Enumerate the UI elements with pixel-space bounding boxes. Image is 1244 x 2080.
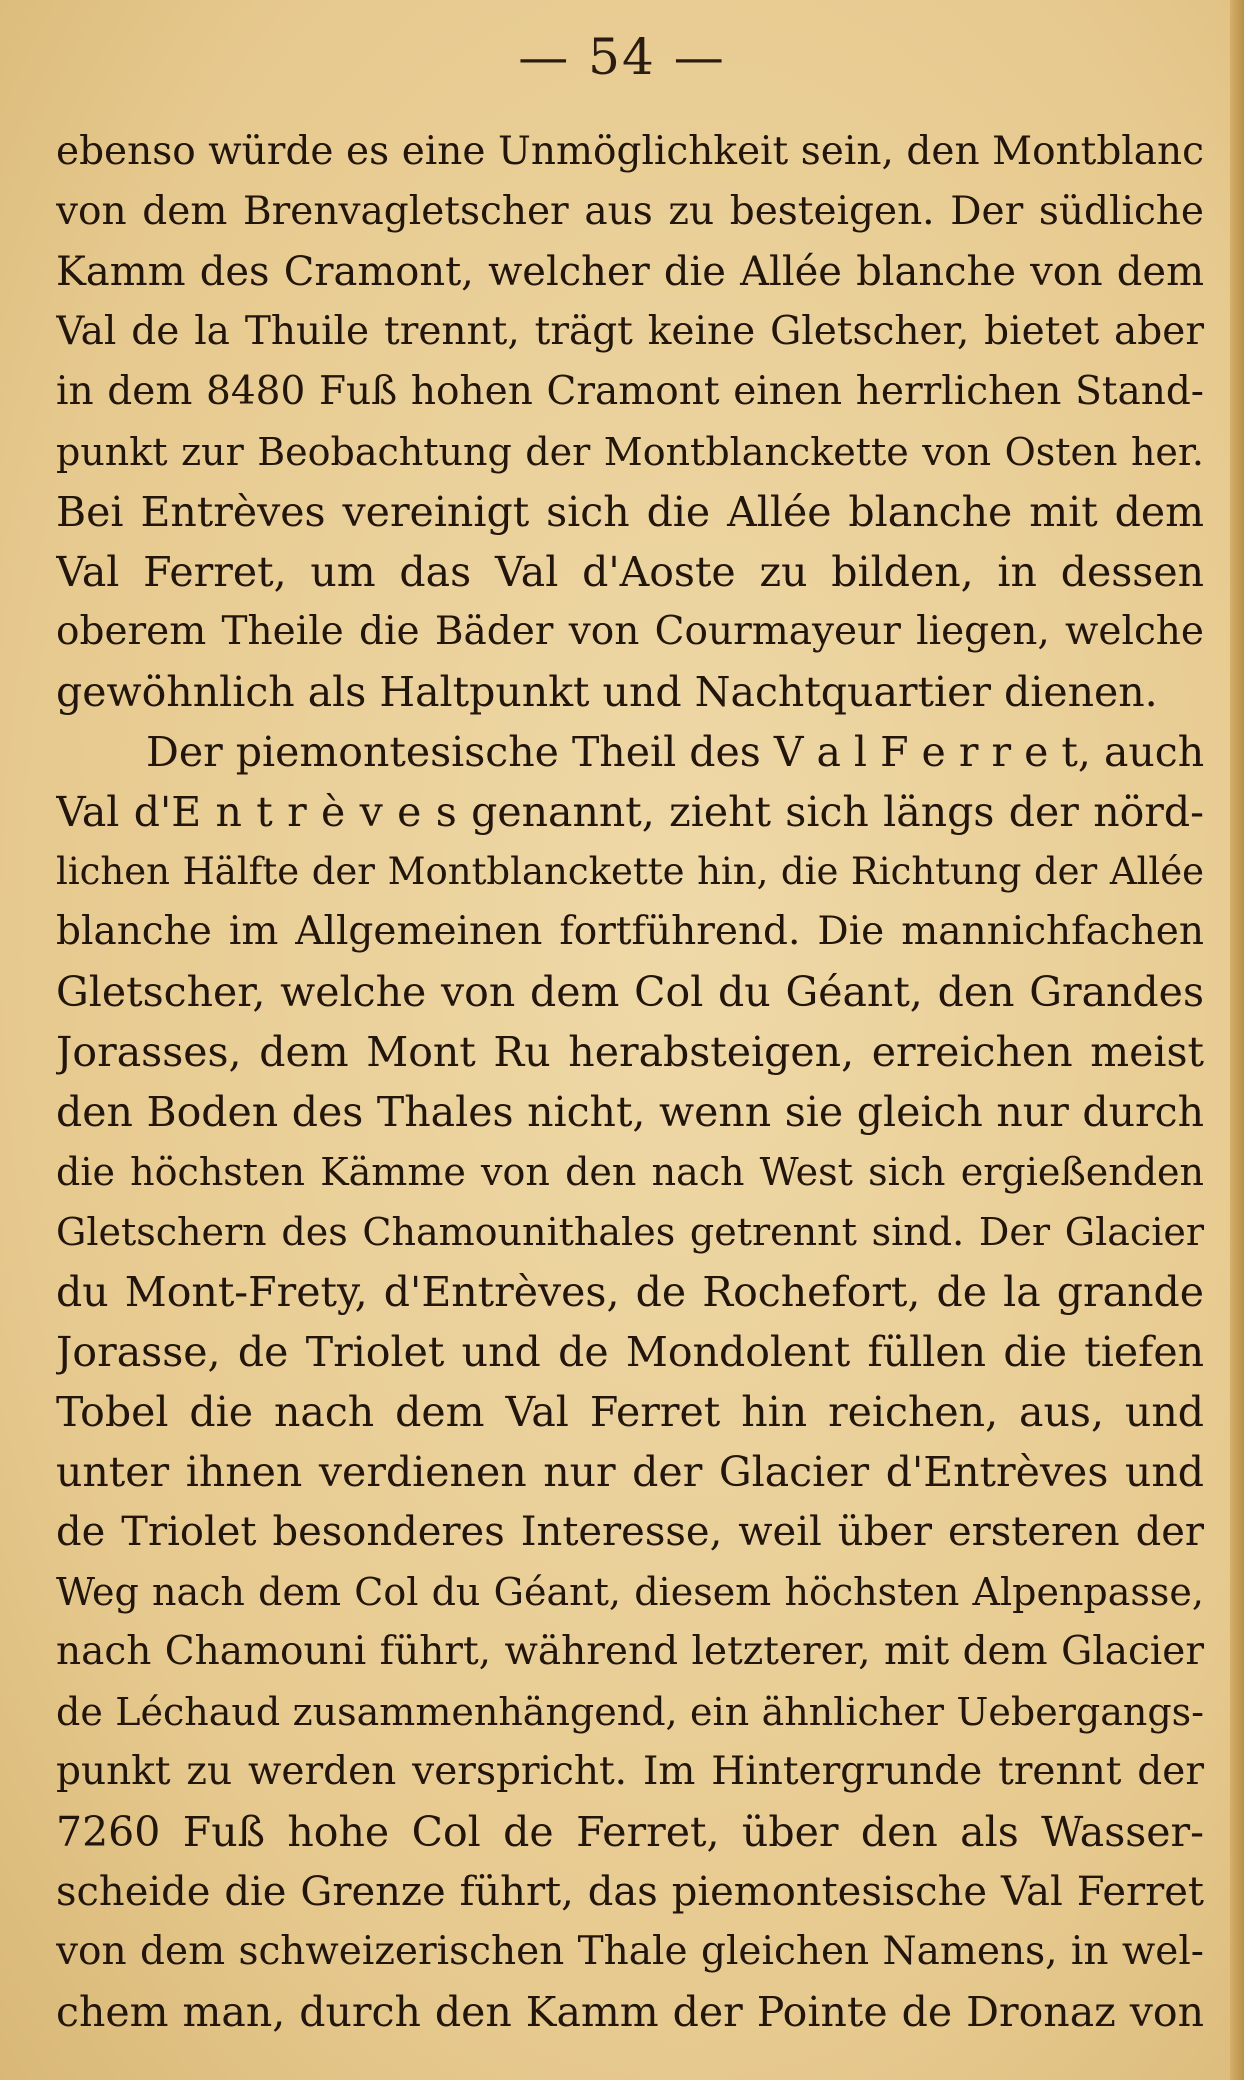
text-line: Gletschern des Chamounithales getrennt sind. Der Glacier	[56, 1210, 1204, 1254]
text-line: ebenso würde es eine Unmöglichkeit sein, den Montblanc	[56, 129, 1204, 174]
text-line: lichen Hälfte der Montblanckette hin, die Richtung der Allée	[56, 850, 1204, 893]
text-line: gewöhnlich als Haltpunkt und Nachtquartier dienen.	[56, 668, 1158, 716]
text-line: punkt zu werden verspricht. Im Hintergrunde trennt der	[56, 1749, 1204, 1794]
text-line: Tobel die nach dem Val Ferret hin reichen, aus, und	[56, 1388, 1204, 1436]
text-line: Jorasses, dem Mont Ru herabsteigen, erreichen meist	[56, 1028, 1204, 1076]
text-line: Val d'E n t r è v e s genannt, zieht sich längs der nörd-	[56, 788, 1204, 836]
text-line: oberem Theile die Bäder von Courmayeur liegen, welche	[56, 609, 1204, 654]
text-line: scheide die Grenze führt, das piemontesische Val Ferret	[56, 1869, 1204, 1915]
text-line: 7260 Fuß hohe Col de Ferret, über den als Wasser-	[56, 1808, 1204, 1856]
page-edge	[1230, 0, 1244, 2080]
text-line: von dem Brenvagletscher aus zu besteigen. Der südliche	[56, 189, 1204, 234]
text-line: unter ihnen verdienen nur der Glacier d'Entrèves und	[56, 1448, 1204, 1496]
text-line: Jorasse, de Triolet und de Mondolent füllen die tiefen	[56, 1328, 1204, 1376]
text-line: Der piemontesische Theil des V a l F e r r e t, auch	[146, 728, 1204, 776]
text-line: du Mont-Frety, d'Entrèves, de Rochefort, de la grande	[56, 1268, 1204, 1316]
page-number: — 54 —	[518, 28, 726, 86]
text-line: von dem schweizerischen Thale gleichen Namens, in wel-	[56, 1929, 1204, 1974]
text-line: de Triolet besonderes Interesse, weil über ersteren der	[56, 1509, 1204, 1555]
body-text	[56, 122, 1204, 2042]
text-line: chem man, durch den Kamm der Pointe de Dronaz von	[56, 1988, 1204, 2036]
text-line: de Léchaud zusammenhängend, ein ähnlicher Uebergangs-	[56, 1690, 1204, 1734]
text-line: in dem 8480 Fuß hohen Cramont einen herrlichen Stand-	[56, 369, 1204, 414]
text-line: die höchsten Kämme von den nach West sich ergießenden	[56, 1150, 1204, 1194]
text-line: blanche im Allgemeinen fortführend. Die mannichfachen	[56, 909, 1204, 954]
text-line: Val de la Thuile trennt, trägt keine Gletscher, bietet aber	[56, 309, 1204, 354]
text-line: den Boden des Thales nicht, wenn sie gleich nur durch	[56, 1088, 1204, 1136]
text-line: Gletscher, welche von dem Col du Géant, den Grandes	[56, 968, 1204, 1016]
text-line: Kamm des Cramont, welcher die Allée blanche von dem	[56, 249, 1204, 295]
text-line: punkt zur Beobachtung der Montblanckette von Osten her.	[56, 430, 1204, 474]
text-line: nach Chamouni führt, während letzterer, mit dem Glacier	[56, 1629, 1204, 1674]
text-line: Bei Entrèves vereinigt sich die Allée blanche mit dem	[56, 488, 1204, 536]
text-line: Weg nach dem Col du Géant, diesem höchsten Alpenpasse,	[56, 1570, 1204, 1614]
text-line: Val Ferret, um das Val d'Aoste zu bilden, in dessen	[56, 548, 1204, 596]
